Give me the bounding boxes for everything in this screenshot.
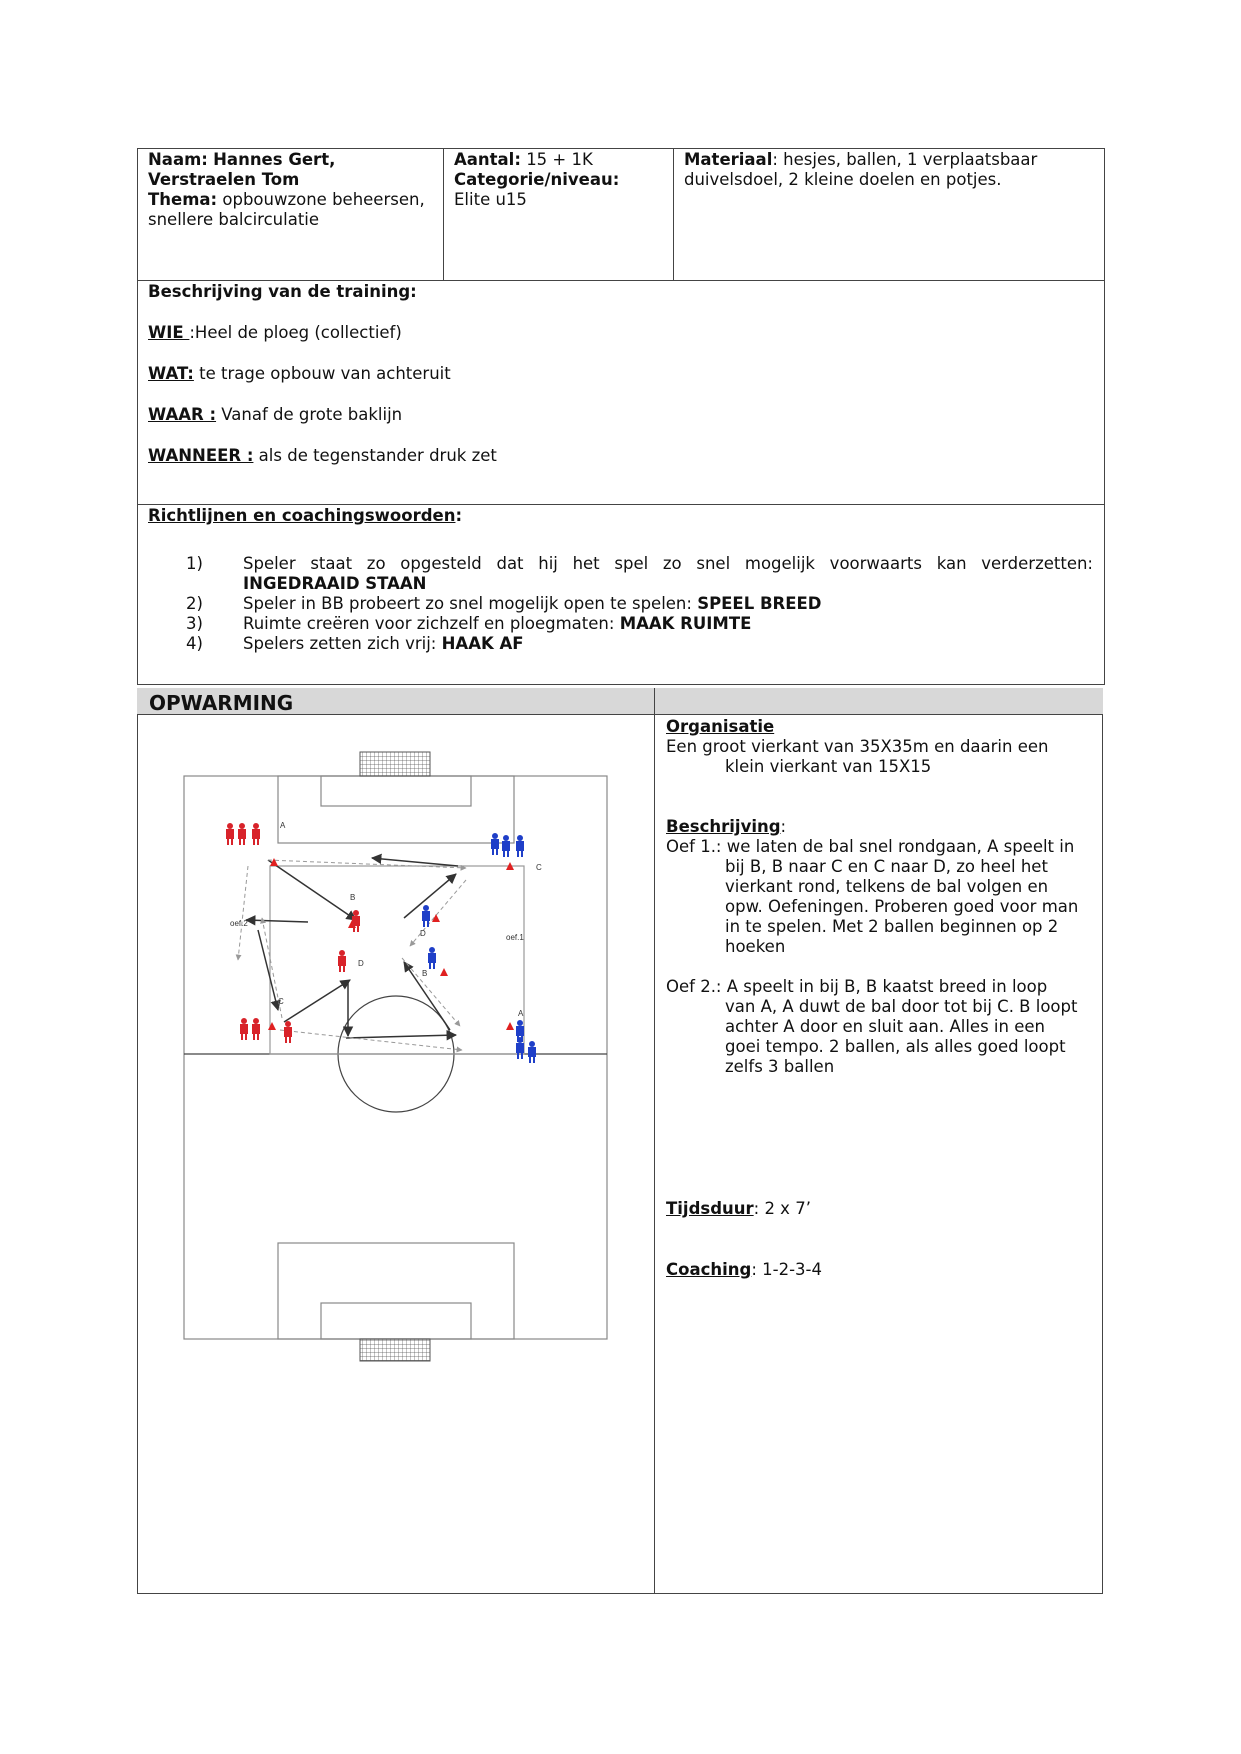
player-blue: [502, 835, 510, 857]
player-blue: [428, 947, 436, 969]
top-goal-net: [360, 752, 430, 776]
pass-arrow: [372, 858, 458, 866]
oef2-line: goei tempo. 2 ballen, als alles goed loopt: [725, 1037, 1066, 1056]
waar-label: WAAR :: [148, 405, 217, 424]
label-d2: D: [358, 959, 364, 968]
player-red: [252, 823, 260, 845]
richtlijn-keyword: SPEEL BREED: [697, 594, 822, 613]
pass-arrow: [284, 980, 350, 1022]
richtlijn-num: 2): [186, 594, 203, 613]
bottom-goal-net: [360, 1339, 430, 1361]
oef2-line: A speelt in bij B, B kaatst breed in loop: [726, 977, 1048, 996]
wanneer-label: WANNEER :: [148, 446, 254, 465]
player-blue: [516, 1037, 524, 1059]
beschrijving-colon: :: [780, 817, 787, 836]
player-red: [226, 823, 234, 845]
materiaal-line1: : hesjes, ballen, 1 verplaatsbaar: [772, 150, 1038, 169]
beschrijving-title: Beschrijving van de training:: [148, 282, 417, 301]
thema-line2: snellere balcirculatie: [148, 210, 320, 229]
player-blue: [516, 835, 524, 857]
player-red: [252, 1018, 260, 1040]
label-d1: D: [420, 929, 426, 938]
oef2-block: [666, 977, 1096, 1077]
label-a2: A: [518, 1009, 524, 1018]
organisatie-label: Organisatie: [666, 717, 775, 736]
oef1-block: [666, 837, 1096, 957]
naam-line2: Verstraelen Tom: [148, 170, 300, 189]
naam-cell: [148, 150, 438, 230]
player-red: [238, 823, 246, 845]
blue-players: [422, 833, 536, 1063]
tijdsduur-value: : 2 x 7’: [753, 1199, 811, 1218]
cone: [268, 1022, 276, 1030]
richtlijn-item: [148, 614, 1093, 634]
top-penalty-box: [278, 776, 514, 843]
aantal-value: 15 + 1K: [526, 150, 593, 169]
naam-label: Naam:: [148, 150, 208, 169]
label-oef2: oef.2: [230, 919, 248, 928]
player-blue: [491, 833, 499, 855]
richtlijn-keyword: INGEDRAAID STAAN: [243, 574, 427, 593]
pass-arrow: [246, 920, 308, 922]
cone: [440, 968, 448, 976]
organisatie-line1: Een groot vierkant van 35X35m en daarin een: [666, 737, 1049, 756]
richtlijn-item: [148, 554, 1093, 594]
waar-value: Vanaf de grote baklijn: [216, 405, 403, 424]
label-b2: B: [422, 969, 428, 978]
wie-value: :Heel de ploeg (collectief): [189, 323, 402, 342]
oef2-line: achter A door en sluit aan. Alles in een: [725, 1017, 1045, 1036]
materiaal-line2: duivelsdoel, 2 kleine doelen en potjes.: [684, 170, 1002, 189]
wat-value: te trage opbouw van achteruit: [193, 364, 451, 383]
wie-label: WIE: [148, 323, 190, 342]
pass-arrows: [246, 858, 458, 1038]
cones: [268, 858, 514, 1030]
richtlijn-keyword: HAAK AF: [441, 634, 524, 653]
organisatie-line2: klein vierkant van 15X15: [725, 757, 932, 776]
thema-line1: opbouwzone beheersen,: [222, 190, 425, 209]
oef1-line: bij B, B naar C en C naar D, zo heel het: [725, 857, 1048, 876]
label-a1: A: [280, 821, 286, 830]
bottom-penalty-box: [278, 1243, 514, 1339]
richtlijn-text: Spelers zetten zich vrij:: [243, 634, 442, 653]
richtlijn-text: Ruimte creëren voor zichzelf en ploegmaten:: [243, 614, 620, 633]
richtlijn-item: [148, 634, 1093, 654]
thema-label: Thema:: [148, 190, 218, 209]
diagram-labels: [230, 821, 542, 1018]
naam-line1: Hannes Gert,: [213, 150, 336, 169]
oef1-label: Oef 1.:: [666, 837, 722, 856]
richtlijn-text: Speler in BB probeert zo snel mogelijk open te spelen:: [243, 594, 698, 613]
opwarming-header-right: [654, 688, 1103, 715]
materiaal-cell: [684, 150, 1099, 190]
label-c2: C: [278, 997, 284, 1006]
red-players: [226, 823, 360, 1043]
richtlijn-num: 4): [186, 634, 203, 653]
pitch-diagram: [170, 740, 620, 1380]
label-b1: B: [350, 893, 356, 902]
opwarming-divider: [654, 688, 655, 1594]
wat-label: WAT:: [148, 364, 194, 383]
pass-arrow: [268, 860, 356, 920]
opwarming-text: [666, 717, 1096, 1280]
beschrijving-label: Beschrijving: [666, 817, 781, 836]
bottom-goal-area: [321, 1303, 471, 1339]
richtlijnen-colon: :: [455, 506, 463, 525]
outer-square: [270, 866, 524, 1054]
materiaal-label: Materiaal: [684, 150, 773, 169]
pass-arrow: [346, 1035, 456, 1038]
player-red: [352, 910, 360, 932]
oef1-line: we laten de bal snel rondgaan, A speelt in: [726, 837, 1075, 856]
header-divider-2: [673, 148, 674, 281]
oef2-line: van A, A duwt de bal door tot bij C. B loopt: [725, 997, 1078, 1016]
richtlijn-keyword: MAAK RUIMTE: [619, 614, 752, 633]
wanneer-value: als de tegenstander druk zet: [253, 446, 497, 465]
player-red: [338, 950, 346, 972]
player-red: [284, 1021, 292, 1043]
label-c1: C: [536, 863, 542, 872]
richtlijnen-list: [148, 554, 1093, 654]
top-goal-area: [321, 776, 471, 806]
oef2-label: Oef 2.:: [666, 977, 722, 996]
player-blue: [528, 1041, 536, 1063]
header-divider-1: [443, 148, 444, 281]
categorie-label: Categorie/niveau:: [454, 170, 620, 189]
oef1-line: vierkant rond, telkens de bal volgen en: [725, 877, 1049, 896]
player-red: [240, 1018, 248, 1040]
tijdsduur-label: Tijdsduur: [666, 1199, 754, 1218]
richtlijn-item: [148, 594, 1093, 614]
pass-arrow: [258, 930, 278, 1010]
opwarming-title: OPWARMING: [149, 691, 294, 715]
oef1-line: hoeken: [725, 937, 786, 956]
richtlijn-num: 3): [186, 614, 203, 633]
aantal-cell: [454, 150, 669, 210]
richtlijn-num: 1): [186, 554, 203, 573]
richtlijnen-title: Richtlijnen en coachingswoorden: [148, 506, 456, 525]
label-oef1: oef.1: [506, 933, 524, 942]
categorie-value: Elite u15: [454, 190, 527, 209]
coaching-label: Coaching: [666, 1260, 752, 1279]
player-blue: [422, 905, 430, 927]
cone: [506, 1022, 514, 1030]
oef1-line: in te spelen. Met 2 ballen beginnen op 2: [725, 917, 1059, 936]
richtlijnen-content: [148, 506, 1093, 654]
oef2-line: zelfs 3 ballen: [725, 1057, 835, 1076]
run-arrow: [238, 866, 248, 960]
run-arrow: [280, 1030, 462, 1050]
oef1-line: opw. Oefeningen. Proberen goed voor man: [725, 897, 1079, 916]
aantal-label: Aantal:: [454, 150, 521, 169]
richtlijn-text: Speler staat zo opgesteld dat hij het spel zo snel mogelijk voorwaarts kan verderzetten:: [243, 554, 1093, 573]
beschrijving-content: [148, 282, 1088, 466]
coaching-value: : 1-2-3-4: [751, 1260, 822, 1279]
